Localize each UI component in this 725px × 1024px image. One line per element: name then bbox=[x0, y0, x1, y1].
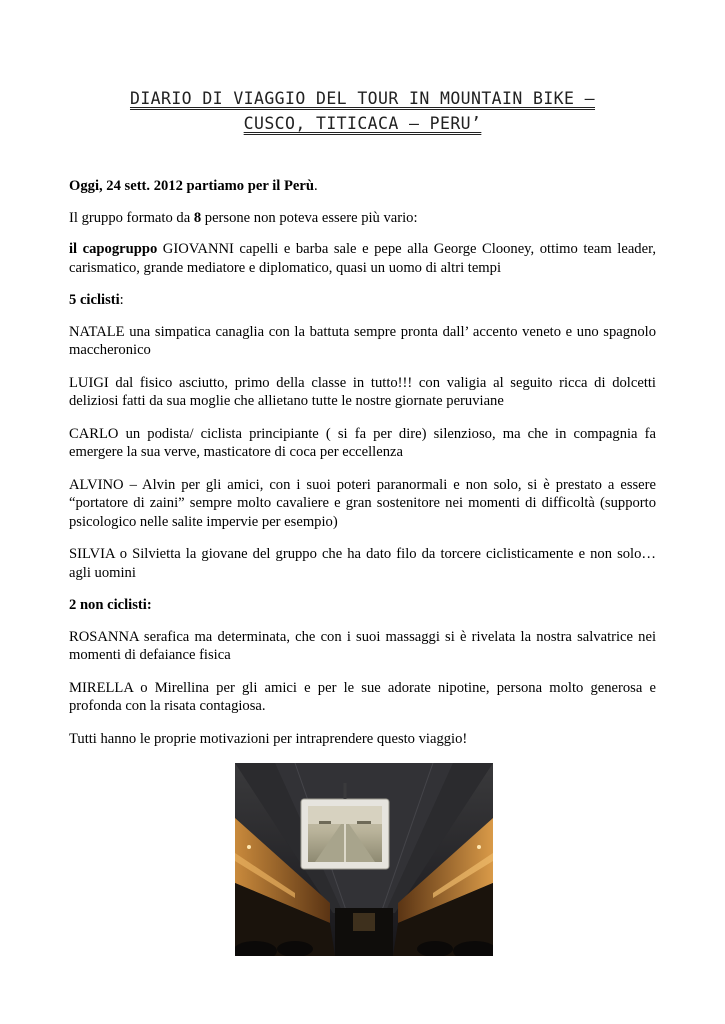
member-luigi: LUIGI dal fisico asciutto, primo della classe in tutto!!! con valigia al seguito ricca di dolcetti deliziosi fatti da sua moglie che allietano tutte le nostre giornate peruviane bbox=[69, 374, 656, 409]
title-line-1: DIARIO DI VIAGGIO DEL TOUR IN MOUNTAIN BIKE – bbox=[129, 89, 596, 108]
leader-label: il capogruppo bbox=[69, 241, 158, 257]
group-size: 8 bbox=[193, 209, 202, 226]
document-body bbox=[69, 177, 656, 762]
airplane-cabin-illustration bbox=[235, 763, 493, 956]
group-intro-paragraph: Il gruppo formato da 8 persone non poteva essere più vario: bbox=[69, 209, 418, 226]
airplane-cabin-photo bbox=[235, 763, 493, 956]
member-silvia: SILVIA o Silvietta la giovane del gruppo che ha dato filo da torcere ciclisticamente e non solo… agli uomini bbox=[69, 546, 656, 581]
member-mirella: MIRELLA o Mirellina per gli amici e per le sue adorate nipotine, persona molto generosa e profonda con la risata contagiosa. bbox=[69, 679, 656, 714]
non-cyclists-heading: 2 non ciclisti: bbox=[69, 597, 152, 613]
cyclists-heading: 5 ciclisti: bbox=[69, 292, 124, 308]
title-line-2: CUSCO, TITICACA – PERU’ bbox=[243, 114, 482, 133]
departure-date: Oggi, 24 sett. 2012 partiamo per il Perù bbox=[69, 178, 314, 194]
document-title bbox=[60, 86, 665, 136]
closing-paragraph: Tutti hanno le proprie motivazioni per intraprendere questo viaggio! bbox=[69, 730, 468, 747]
member-rosanna: ROSANNA serafica ma determinata, che con i suoi massaggi si è rivelata la nostra salvatrice nei momenti di defaiance fisica bbox=[69, 628, 656, 663]
leader-paragraph: il capogruppo GIOVANNI capelli e barba sale e pepe alla George Clooney, ottimo team leader, carismatico, grande mediatore e diplomatico, quasi un uomo di altri tempi bbox=[69, 241, 656, 276]
member-natale: NATALE una simpatica canaglia con la battuta sempre pronta dall’ accento veneto e uno spagnolo maccheronico bbox=[69, 323, 656, 358]
departure-paragraph: Oggi, 24 sett. 2012 partiamo per il Perù. bbox=[69, 178, 318, 194]
member-alvino: ALVINO – Alvin per gli amici, con i suoi poteri paranormali e non solo, si è prestato a essere “portatore di zaini” sempre molto cavaliere e gran sostenitore nei momenti di difficoltà (supporto psicologico nelle salite impervie per esempio) bbox=[69, 476, 656, 530]
member-carlo: CARLO un podista/ ciclista principiante ( si fa per dire) silenzioso, ma che in compagnia fa emergere la sua verve, masticatore di coca per eccellenza bbox=[69, 425, 656, 460]
